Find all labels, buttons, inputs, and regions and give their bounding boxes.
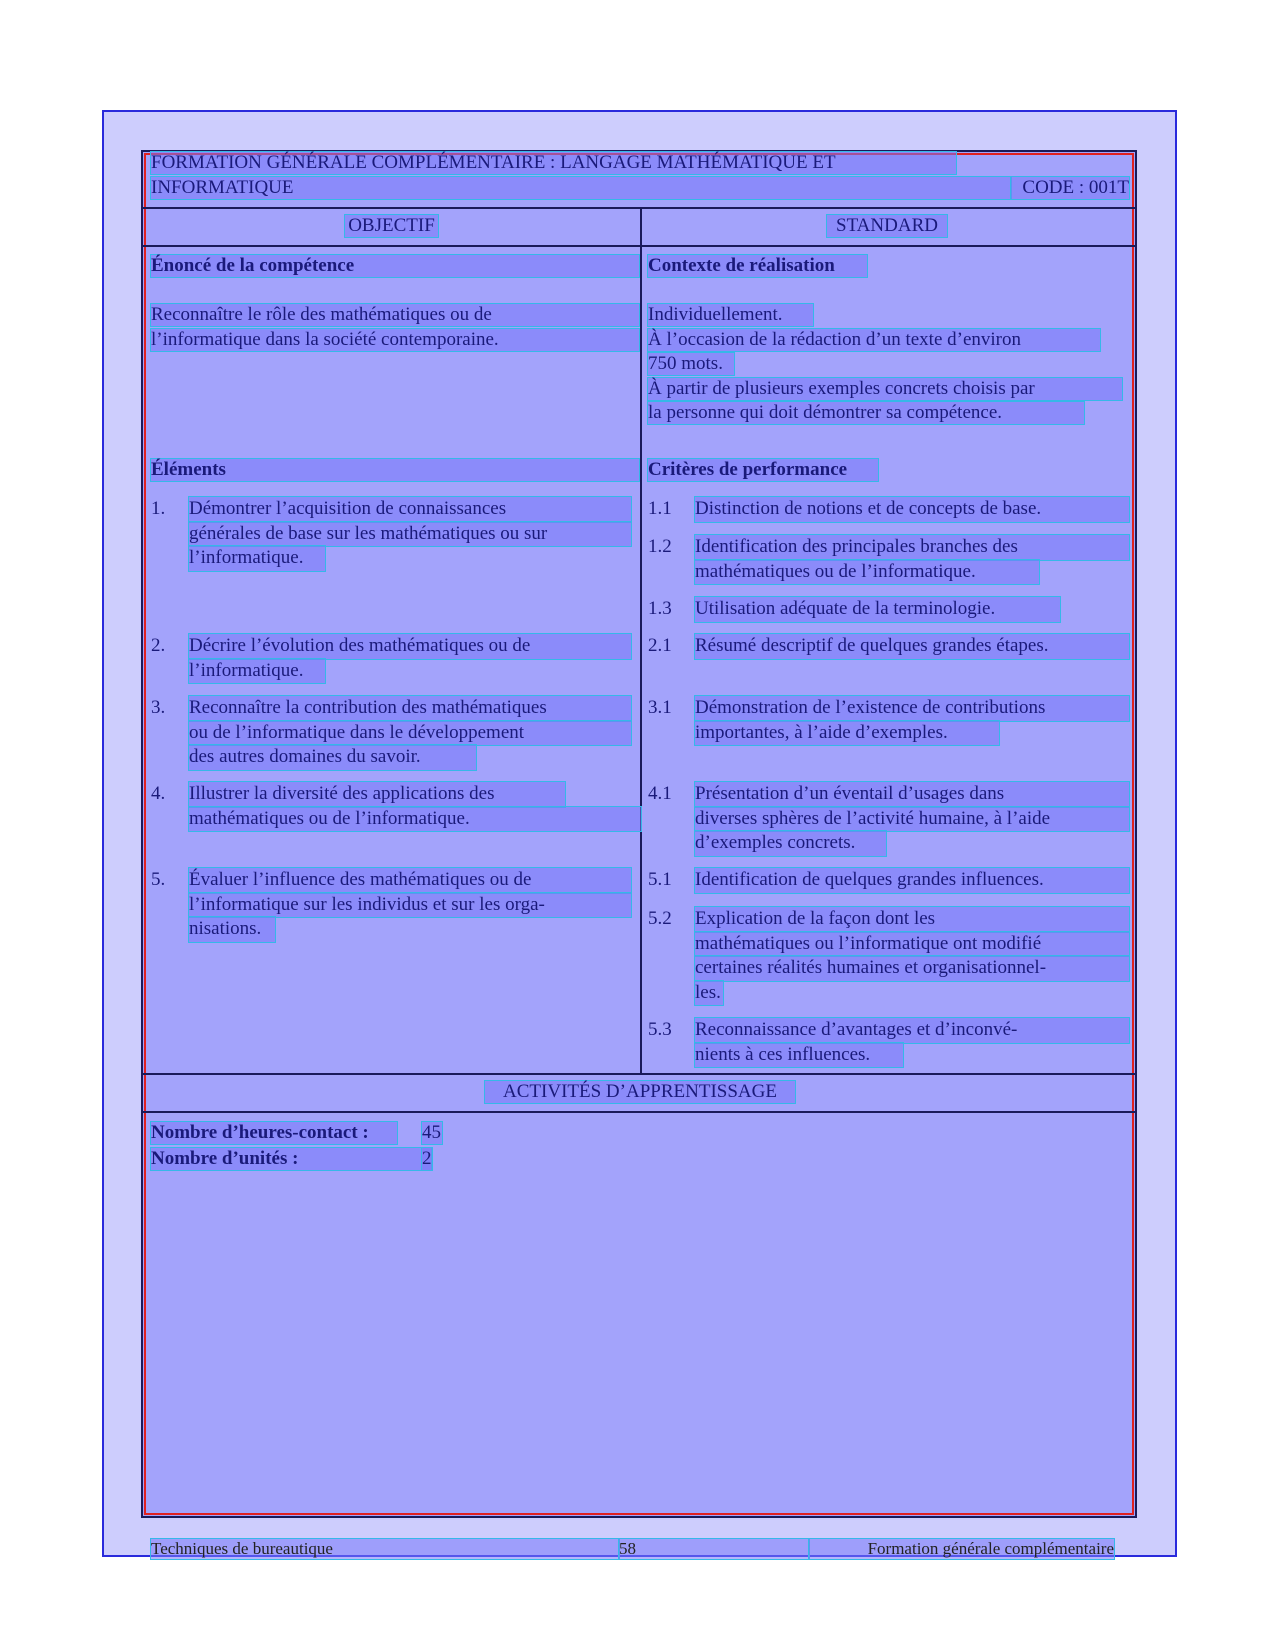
element-line: Démontrer l’acquisition de connaissances: [189, 497, 631, 522]
footer-right: Formation générale complémentaire: [809, 1539, 1114, 1559]
critere-number: 5.1: [648, 869, 672, 890]
activites-top-divider: [143, 1073, 1135, 1075]
element-line: ou de l’informatique dans le développement: [189, 721, 631, 746]
element-line: l’informatique.: [189, 659, 325, 684]
elements-heading: Éléments: [151, 459, 639, 481]
element-line: Illustrer la diversité des applications des: [189, 782, 565, 807]
critere-line: Résumé descriptif de quelques grandes étapes.: [695, 634, 1129, 659]
critere-text: [695, 868, 1129, 893]
heures-label: Nombre d’heures-contact :: [151, 1122, 397, 1144]
critere-text: [695, 782, 1129, 856]
element-line: l’informatique.: [189, 546, 325, 571]
critere-text: [695, 497, 1129, 522]
critere-text: [695, 696, 1129, 745]
critere-line: Utilisation adéquate de la terminologie.: [695, 597, 1060, 622]
element-number: 5.: [151, 869, 166, 890]
element-line: Décrire l’évolution des mathématiques ou de: [189, 634, 631, 659]
element-number: 2.: [151, 635, 166, 656]
element-number: 3.: [151, 697, 166, 718]
element-number: 1.: [151, 498, 166, 519]
critere-number: 5.3: [648, 1019, 672, 1040]
element-text: [189, 696, 631, 770]
element-line: générales de base sur les mathématiques ou sur: [189, 522, 631, 547]
contexte-line5: la personne qui doit démontrer sa compétence.: [648, 402, 1084, 424]
critere-line: mathématiques ou de l’informatique.: [695, 560, 1039, 585]
form-title-line2: INFORMATIQUE: [151, 177, 1011, 199]
element-text: [189, 782, 631, 831]
critere-line: Présentation d’un éventail d’usages dans: [695, 782, 1129, 807]
critere-number: 1.3: [648, 598, 672, 619]
competence-heading: Énoncé de la compétence: [151, 255, 639, 277]
critere-number: 4.1: [648, 783, 672, 804]
element-line: Reconnaître la contribution des mathématiques: [189, 696, 631, 721]
critere-line: Distinction de notions et de concepts de base.: [695, 497, 1129, 522]
element-text: [189, 497, 631, 571]
footer-left: Techniques de bureautique: [151, 1539, 619, 1559]
element-line: mathématiques ou de l’informatique.: [189, 807, 641, 832]
critere-text: [695, 535, 1129, 584]
competence-line1: Reconnaître le rôle des mathématiques ou de: [151, 304, 639, 326]
critere-number: 1.1: [648, 498, 672, 519]
contexte-line3: 750 mots.: [648, 353, 734, 375]
column-standard: STANDARD: [827, 215, 947, 237]
element-line: Évaluer l’influence des mathématiques ou de: [189, 868, 631, 893]
unites-label: Nombre d’unités :: [151, 1148, 431, 1170]
footer-page-number: 58: [619, 1539, 809, 1559]
contexte-line1: Individuellement.: [648, 304, 813, 326]
contexte-line2: À l’occasion de la rédaction d’un texte d’environ: [648, 329, 1100, 351]
element-line: des autres domaines du savoir.: [189, 745, 476, 770]
critere-text: [695, 597, 1129, 622]
critere-text: [695, 1018, 1129, 1067]
element-number: 4.: [151, 783, 166, 804]
critere-text: [695, 907, 1129, 1005]
critere-line: les.: [695, 981, 723, 1006]
critere-number: 3.1: [648, 697, 672, 718]
unites-value: 2: [422, 1148, 432, 1169]
element-text: [189, 868, 631, 942]
critere-line: importantes, à l’aide d’exemples.: [695, 721, 999, 746]
critere-line: certaines réalités humaines et organisationnel-: [695, 956, 1129, 981]
contexte-heading: Contexte de réalisation: [648, 255, 867, 277]
critere-line: Identification de quelques grandes influences.: [695, 868, 1129, 893]
critere-number: 1.2: [648, 536, 672, 557]
critere-text: [695, 634, 1129, 659]
heures-value: 45: [422, 1122, 441, 1143]
critere-number: 2.1: [648, 635, 672, 656]
critere-line: Démonstration de l’existence de contributions: [695, 696, 1129, 721]
columns-divider: [143, 245, 1135, 247]
element-line: nisations.: [189, 917, 275, 942]
form-code: CODE : 001T: [1011, 177, 1129, 199]
critere-number: 5.2: [648, 908, 672, 929]
column-objectif: OBJECTIF: [345, 215, 438, 237]
critere-line: diverses sphères de l’activité humaine, à l’aide: [695, 807, 1129, 832]
criteres-heading: Critères de performance: [648, 459, 878, 481]
critere-line: d’exemples concrets.: [695, 831, 886, 856]
activites-bottom-divider: [143, 1111, 1135, 1113]
column-separator: [640, 208, 642, 1074]
critere-line: Identification des principales branches des: [695, 535, 1129, 560]
critere-line: mathématiques ou l’informatique ont modifié: [695, 932, 1129, 957]
activites-heading: ACTIVITÉS D’APPRENTISSAGE: [485, 1081, 795, 1103]
critere-line: nients à ces influences.: [695, 1043, 903, 1068]
critere-line: Reconnaissance d’avantages et d’inconvé-: [695, 1018, 1129, 1043]
element-line: l’informatique sur les individus et sur les orga-: [189, 893, 631, 918]
competence-line2: l’informatique dans la société contemporaine.: [151, 329, 639, 351]
element-text: [189, 634, 631, 683]
critere-line: Explication de la façon dont les: [695, 907, 1129, 932]
header-divider: [143, 207, 1135, 209]
contexte-line4: À partir de plusieurs exemples concrets choisis par: [648, 378, 1122, 400]
form-title-line1: FORMATION GÉNÉRALE COMPLÉMENTAIRE : LANGAGE MATHÉMATIQUE ET: [151, 152, 956, 174]
